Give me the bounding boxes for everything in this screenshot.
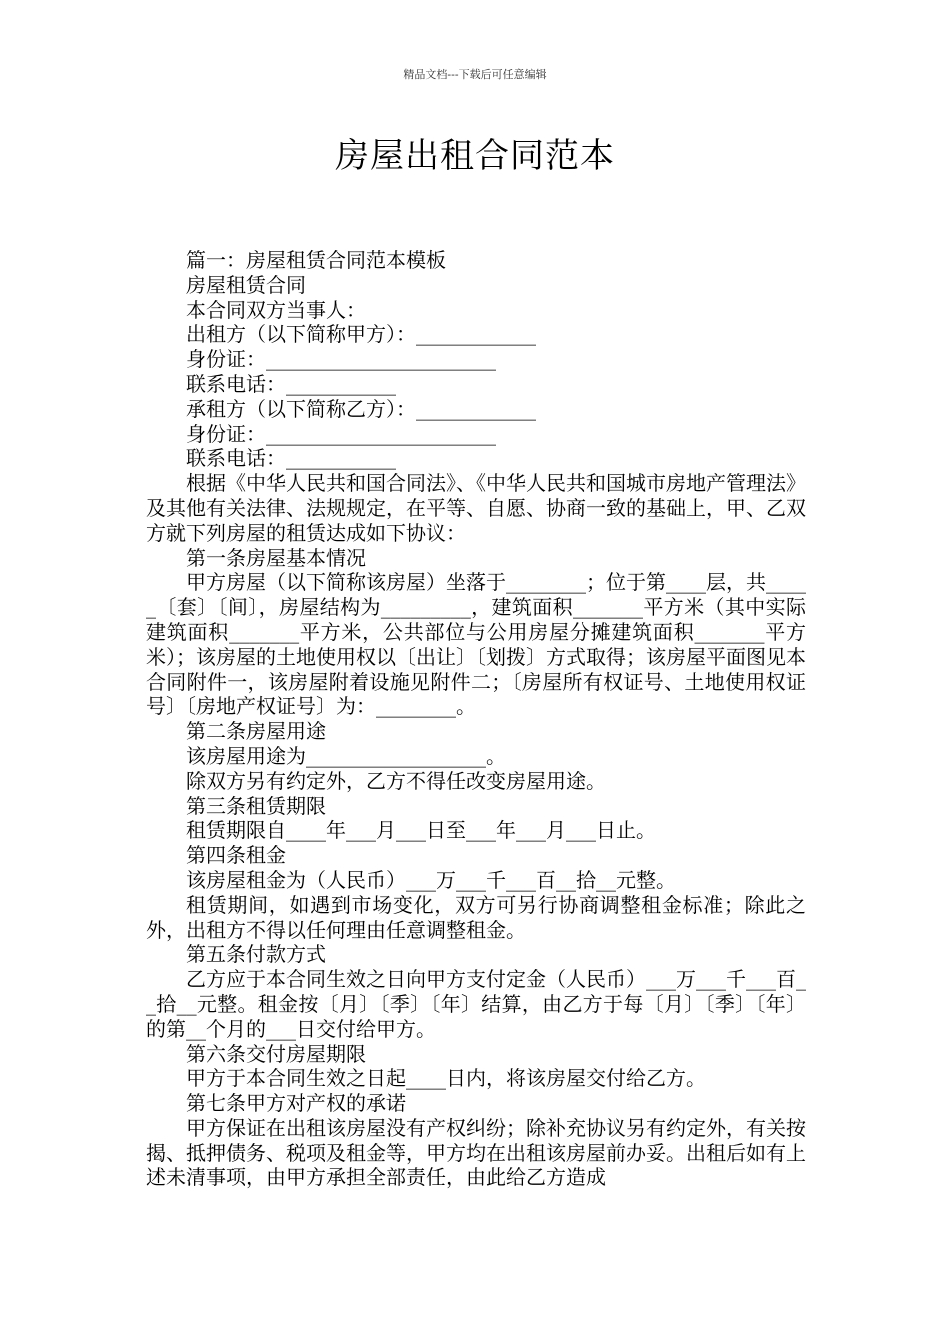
paragraph: 联系电话：___________ xyxy=(186,371,396,396)
paragraph: 身份证：_______________________ xyxy=(186,347,496,372)
paragraph: 甲方于本合同生效之日起____日内，将该房屋交付给乙方。 xyxy=(186,1066,706,1091)
section-heading: 第二条房屋用途 xyxy=(186,719,326,744)
section-heading: 第七条甲方对产权的承诺 xyxy=(186,1091,406,1116)
header-note: 精品文档---下载后可任意编辑 xyxy=(403,68,547,81)
paragraph: 该房屋用途为__________________。 xyxy=(186,743,506,768)
paragraph: 该房屋租金为（人民币）___万___千___百__拾__元整。 xyxy=(186,867,676,892)
paragraph: 租赁期限自____年___月___日至___年___月___日止。 xyxy=(186,818,656,843)
section-heading: 第六条交付房屋期限 xyxy=(186,1041,366,1066)
paragraph: 身份证：_______________________ xyxy=(186,421,496,446)
paragraph: 承租方（以下简称乙方）：____________ xyxy=(186,396,536,421)
paragraph: 本合同双方当事人： xyxy=(186,297,366,322)
paragraph: 出租方（以下简称甲方）：____________ xyxy=(186,322,536,347)
paragraph: 根据《中华人民共和国合同法》、《中华人民共和国城市房地产管理法》及其他有关法律、法规规定，在平等、自愿、协商一致的基础上，甲、乙双方就下列房屋的租赁达成如下协议： xyxy=(146,471,806,545)
paragraph: 联系电话：___________ xyxy=(186,446,396,471)
section-heading: 第五条付款方式 xyxy=(186,942,326,967)
section-heading: 第三条租赁期限 xyxy=(186,793,326,818)
document-title: 房屋出租合同范本 xyxy=(335,136,615,176)
paragraph: 甲方保证在出租该房屋没有产权纠纷；除补充协议另有约定外，有关按揭、抵押债务、税项及租金等，甲方均在出租该房屋前办妥。出租后如有上述未清事项，由甲方承担全部责任，由此给乙方造成 xyxy=(146,1115,806,1190)
paragraph: 除双方另有约定外，乙方不得任改变房屋用途。 xyxy=(186,768,606,793)
paragraph: 房屋租赁合同 xyxy=(186,272,306,297)
document-body xyxy=(146,248,806,1190)
section-heading: 第一条房屋基本情况 xyxy=(186,545,366,570)
paragraph: 租赁期间，如遇到市场变化，双方可另行协商调整租金标准；除此之外，出租方不得以任何理由任意调整租金。 xyxy=(146,892,806,942)
paragraph: 甲方房屋（以下简称该房屋）坐落于________；位于第____层，共_____〔套〕〔间〕，房屋结构为_________，建筑面积_______平方米（其中实际建筑面积_______平方米，公共部位与公用房屋分摊建筑面积_______平方米）；该房屋的土地使用权以〔出让〕〔划拨〕方式取得；该房屋平面图见本合同附件一，该房屋附着设施见附件二；〔房屋所有权证号、土地使用权证号〕〔房地产权证号〕为：________。 xyxy=(146,570,806,719)
section-heading: 第四条租金 xyxy=(186,843,286,868)
paragraph: 篇一：房屋租赁合同范本模板 xyxy=(186,248,446,272)
paragraph: 乙方应于本合同生效之日向甲方支付定金（人民币）___万___千___百__拾__元整。租金按〔月〕〔季〕〔年〕结算，由乙方于每〔月〕〔季〕〔年〕的第__个月的___日交付给甲方。 xyxy=(146,967,806,1041)
